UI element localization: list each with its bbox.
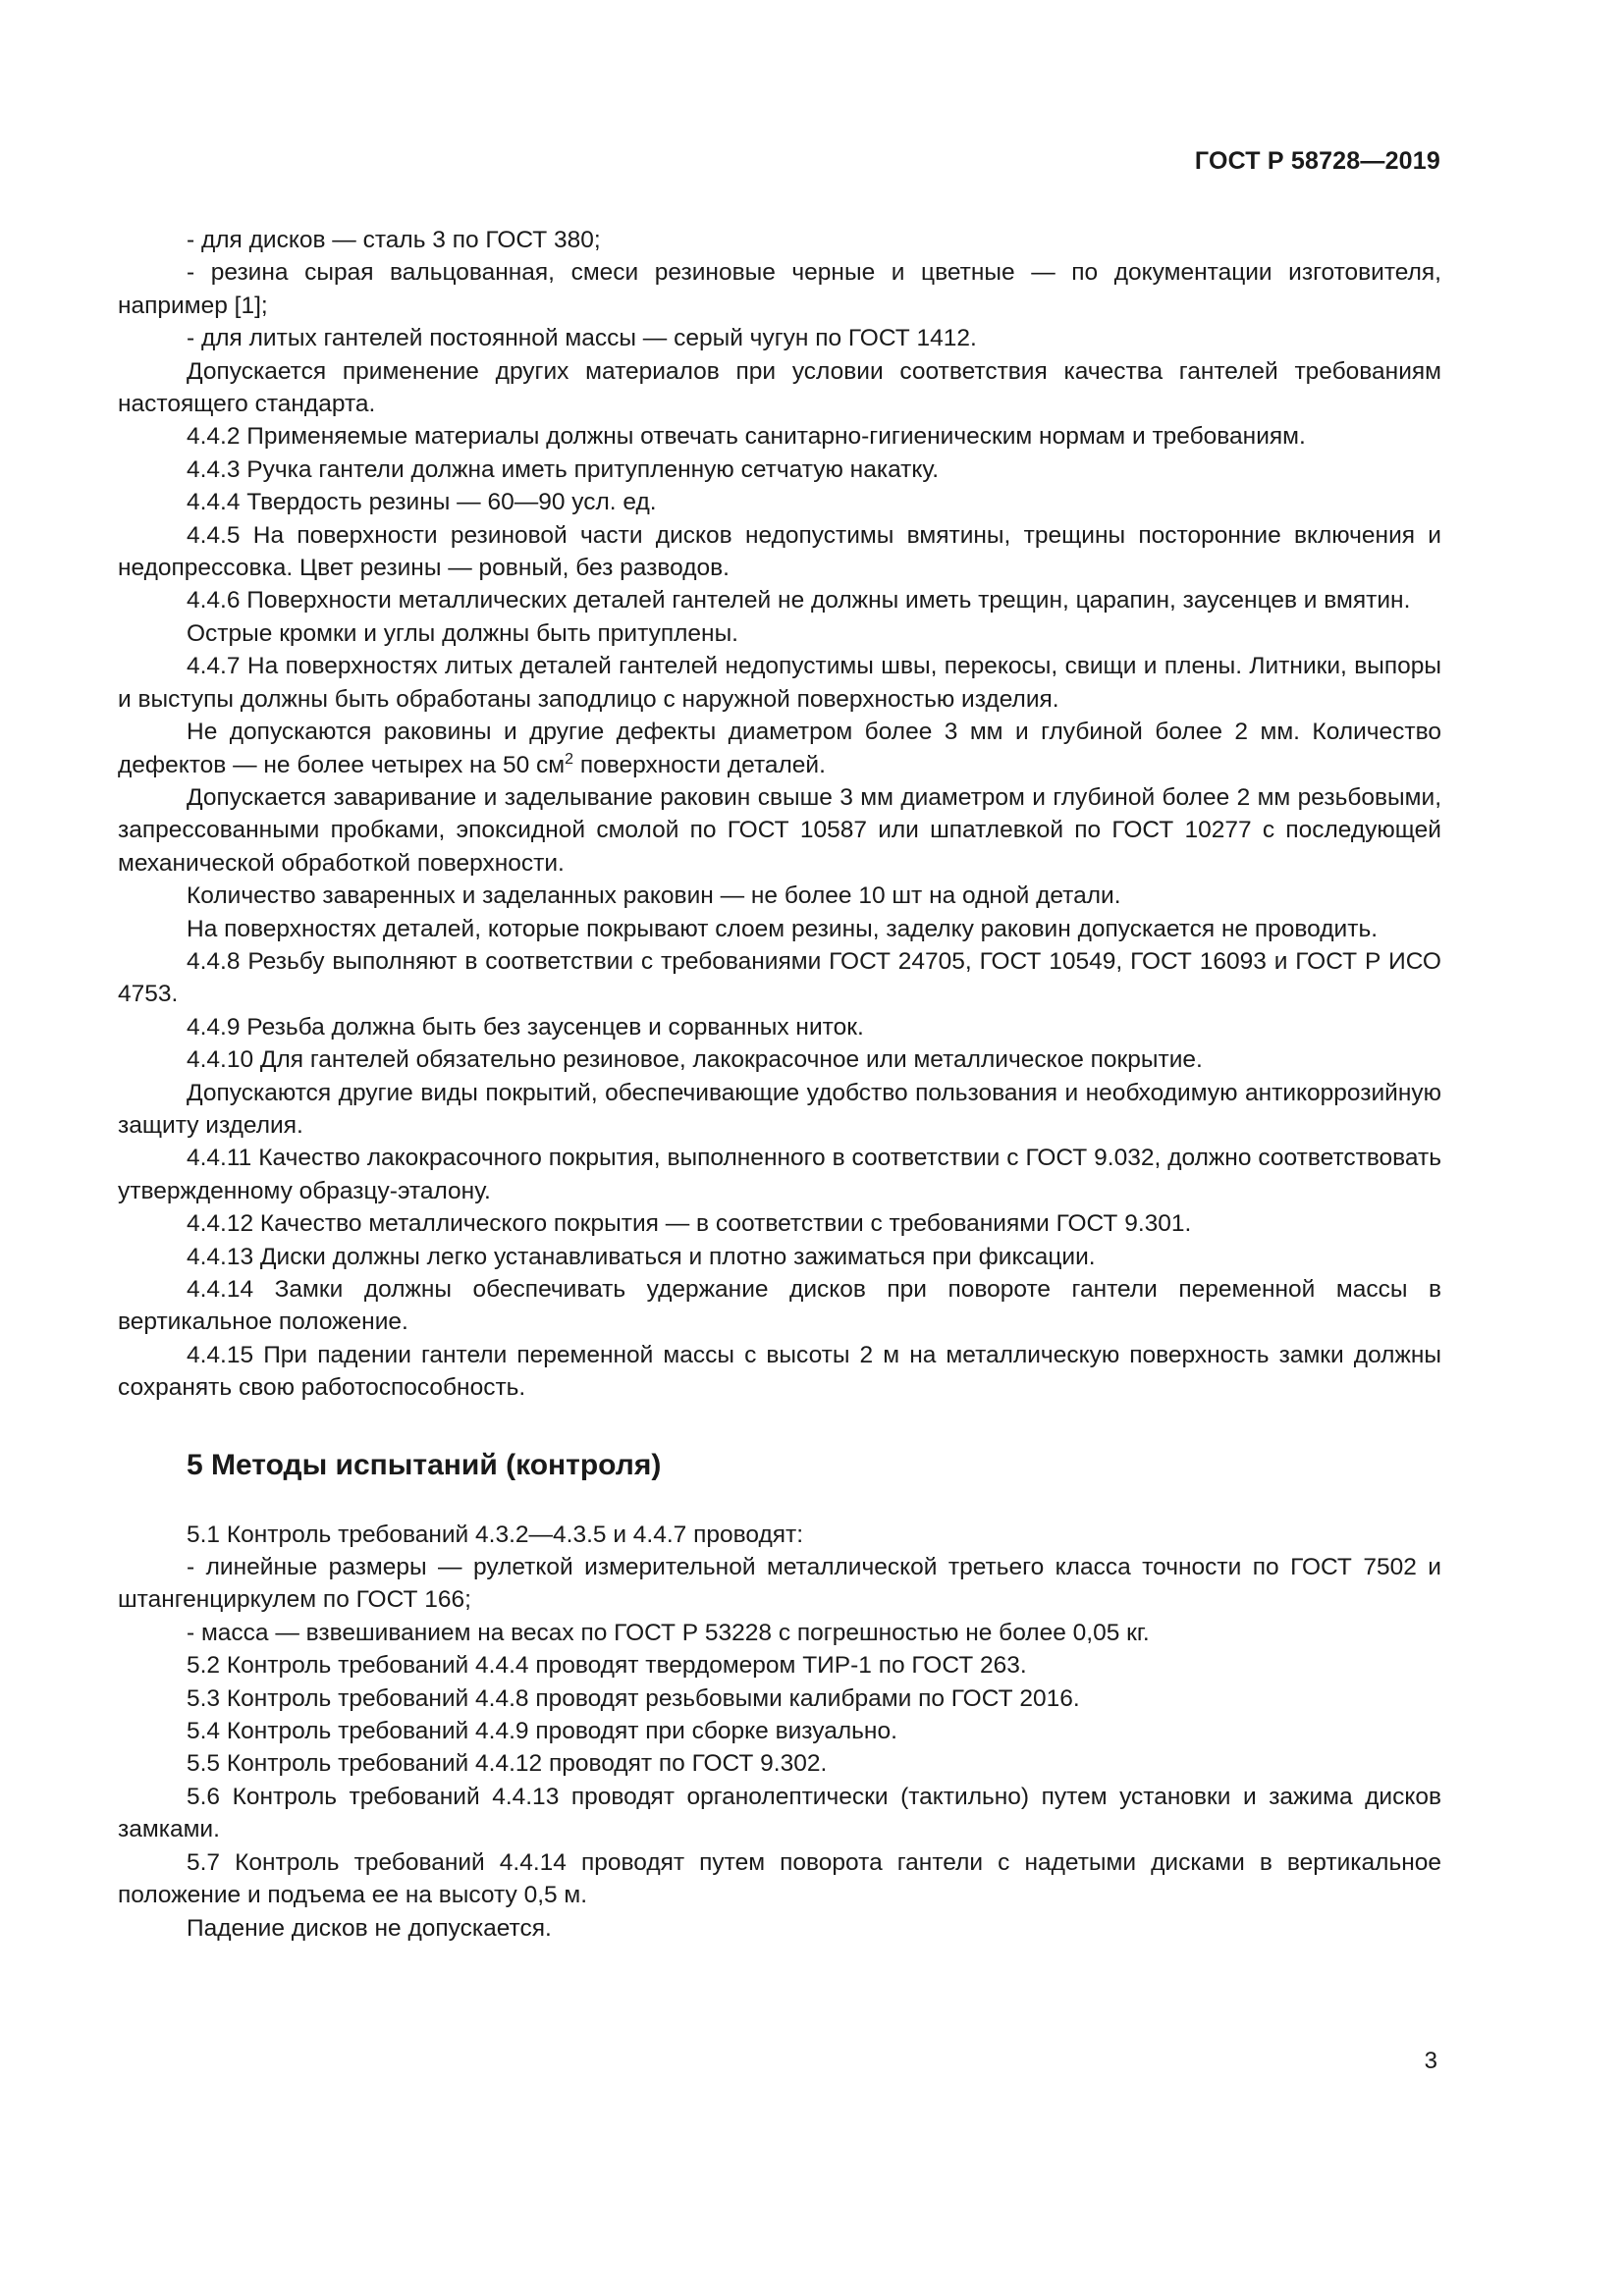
paragraph: - резина сырая вальцованная, смеси резиновые черные и цветные — по документации изготовителя, например [1]; xyxy=(118,259,1441,319)
paragraph: 4.4.3 Ручка гантели должна иметь притупленную сетчатую накатку. xyxy=(187,455,939,483)
paragraph: 5.3 Контроль требований 4.4.8 проводят резьбовыми калибрами по ГОСТ 2016. xyxy=(187,1684,1080,1712)
document-header: ГОСТ Р 58728—2019 xyxy=(1194,147,1440,175)
paragraph: Допускается заваривание и заделывание раковин свыше 3 мм диаметром и глубиной более 2 мм резьбовыми, запрессованными пробками, эпоксидной смолой по ГОСТ 10587 или шпатлевкой по ГОСТ 10277 с последующей механической обработкой поверхности. xyxy=(118,783,1441,877)
paragraph: 4.4.13 Диски должны легко устанавливаться и плотно зажиматься при фиксации. xyxy=(187,1243,1096,1270)
paragraph: 4.4.4 Твердость резины — 60—90 усл. ед. xyxy=(187,489,657,516)
superscript: 2 xyxy=(565,750,574,768)
paragraph: На поверхностях деталей, которые покрывают слоем резины, заделку раковин допускается не проводить. xyxy=(187,915,1379,942)
section-title: 5 Методы испытаний (контроля) xyxy=(187,1448,662,1481)
paragraph: 5.1 Контроль требований 4.3.2—4.3.5 и 4.4.7 проводят: xyxy=(187,1521,804,1548)
paragraph: Падение дисков не допускается. xyxy=(187,1914,552,1942)
document-body xyxy=(118,224,1441,1945)
paragraph: 4.4.2 Применяемые материалы должны отвечать санитарно-гигиеническим нормам и требованиям. xyxy=(187,423,1306,451)
paragraph: 4.4.7 На поверхностях литых деталей гантелей недопустимы швы, перекосы, свищи и плены. Литники, выпоры и выступы должны быть обработаны заподлицо с наружной поверхностью изделия. xyxy=(118,653,1441,713)
paragraph: Острые кромки и углы должны быть притуплены. xyxy=(187,619,738,647)
paragraph: 5.4 Контроль требований 4.4.9 проводят при сборке визуально. xyxy=(187,1718,897,1745)
paragraph: 4.4.5 На поверхности резиновой части дисков недопустимы вмятины, трещины посторонние включения и недопрессовка. Цвет резины — ровный, без разводов. xyxy=(118,521,1441,582)
paragraph: Количество заваренных и заделанных раковин — не более 10 шт на одной детали. xyxy=(187,882,1121,910)
paragraph-defects xyxy=(118,716,1441,781)
page-number: 3 xyxy=(1424,2048,1437,2074)
paragraph: 4.4.9 Резьба должна быть без заусенцев и сорванных ниток. xyxy=(187,1013,864,1041)
paragraph: 5.2 Контроль требований 4.4.4 проводят твердомером ТИР-1 по ГОСТ 263. xyxy=(187,1652,1027,1680)
paragraph: - линейные размеры — рулеткой измерительной металлической третьего класса точности по ГОСТ 7502 и штангенциркулем по ГОСТ 166; xyxy=(118,1554,1441,1614)
paragraph: - для дисков — сталь 3 по ГОСТ 380; xyxy=(187,227,601,253)
defects-text-end: поверхности деталей. xyxy=(573,751,826,778)
paragraph: 4.4.10 Для гантелей обязательно резиновое, лакокрасочное или металлическое покрытие. xyxy=(187,1046,1203,1074)
paragraph: 5.6 Контроль требований 4.4.13 проводят органолептически (тактильно) путем установки и зажима дисков замками. xyxy=(118,1783,1441,1843)
paragraph: 4.4.6 Поверхности металлических деталей гантелей не должны иметь трещин, царапин, заусенцев и вмятин. xyxy=(187,587,1411,614)
paragraph: Допускаются другие виды покрытий, обеспечивающие удобство пользования и необходимую антикоррозийную защиту изделия. xyxy=(118,1079,1441,1139)
paragraph: - для литых гантелей постоянной массы — серый чугун по ГОСТ 1412. xyxy=(187,325,977,352)
paragraph: - масса — взвешиванием на весах по ГОСТ Р 53228 с погрешностью не более 0,05 кг. xyxy=(187,1619,1150,1646)
paragraph: 4.4.12 Качество металлического покрытия — в соответствии с требованиями ГОСТ 9.301. xyxy=(187,1210,1192,1238)
paragraph: 5.5 Контроль требований 4.4.12 проводят по ГОСТ 9.302. xyxy=(187,1750,828,1778)
paragraph: 4.4.8 Резьбу выполняют в соответствии с требованиями ГОСТ 24705, ГОСТ 10549, ГОСТ 16093 и ГОСТ Р ИСО 4753. xyxy=(118,947,1441,1008)
paragraph: 4.4.14 Замки должны обеспечивать удержание дисков при повороте гантели переменной массы в вертикальное положение. xyxy=(118,1276,1441,1336)
paragraph: 5.7 Контроль требований 4.4.14 проводят путем поворота гантели с надетыми дисками в вертикальное положение и подъема ее на высоту 0,5 м. xyxy=(118,1848,1441,1909)
paragraph: 4.4.11 Качество лакокрасочного покрытия, выполненного в соответствии с ГОСТ 9.032, должно соответствовать утвержденному образцу-эталону. xyxy=(118,1145,1441,1204)
defects-text: Не допускаются раковины и другие дефекты диаметром более 3 мм и глубиной более 2 мм. Количество дефектов — не более четырех на 50 см xyxy=(118,719,1441,778)
paragraph: 4.4.15 При падении гантели переменной массы с высоты 2 м на металлическую поверхность замки должны сохранять свою работоспособность. xyxy=(118,1341,1441,1402)
paragraph: Допускается применение других материалов при условии соответствия качества гантелей требованиям настоящего стандарта. xyxy=(118,357,1441,418)
